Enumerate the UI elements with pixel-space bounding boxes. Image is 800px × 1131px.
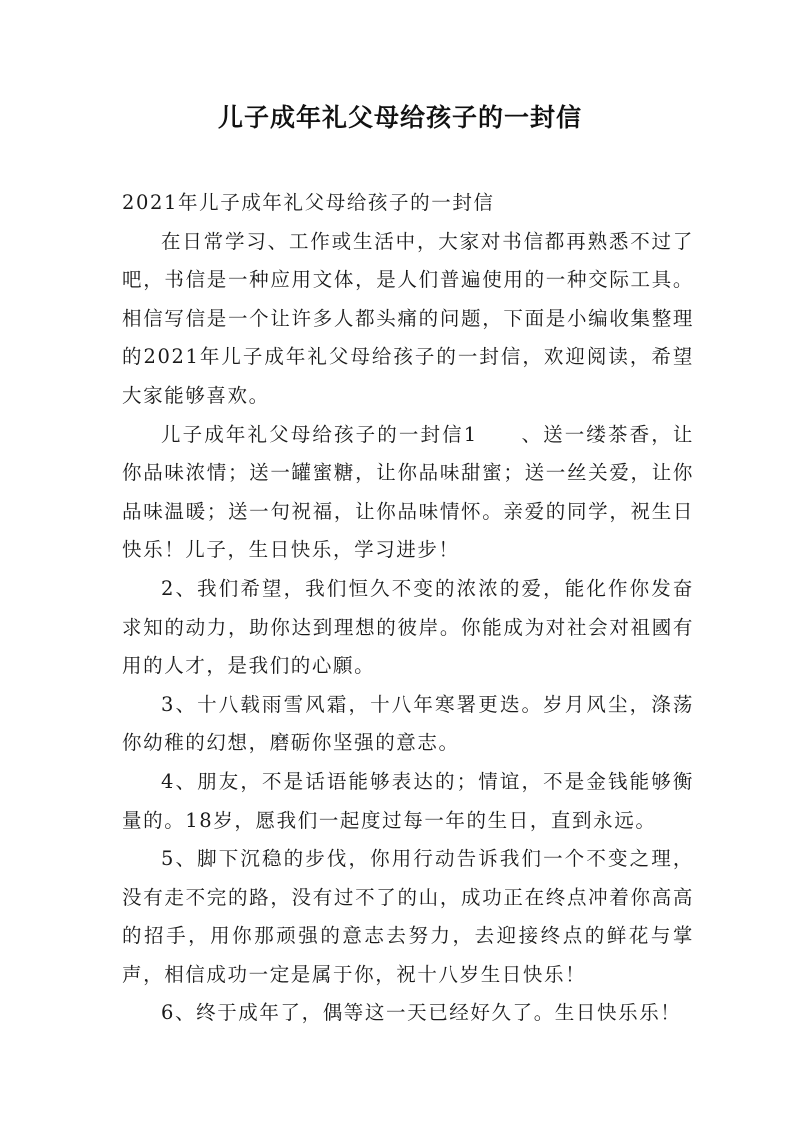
paragraph-intro: 在日常学习、工作或生活中，大家对书信都再熟悉不过了吧，书信是一种应用文体，是人们普遍使用的一种交际工具。相信写信是一个让许多人都头痛的问题，下面是小编收集整理的2021年儿子成年礼父母给孩子的一封信，欢迎阅读，希望大家能够喜欢。 — [122, 229, 694, 407]
paragraph-item-2: 2、我们希望，我们恒久不变的浓浓的爱，能化作你发奋求知的动力，助你达到理想的彼岸。你能成为对社会对祖國有用的人才，是我们的心願。 — [122, 576, 694, 678]
paragraph-item-3: 3、十八载雨雪风霜，十八年寒署更迭。岁月风尘，涤荡你幼稚的幻想，磨砺你坚强的意志。 — [122, 692, 694, 755]
paragraph-item-5: 5、脚下沉稳的步伐，你用行动告诉我们一个不变之理，没有走不完的路，没有过不了的山，成功正在终点冲着你高高的招手，用你那顽强的意志去努力，去迎接终点的鲜花与掌声，相信成功一定是属于你，祝十八岁生日快乐！ — [122, 847, 694, 986]
document-body — [122, 184, 694, 1033]
paragraph-item-4: 4、朋友，不是话语能够表达的；情谊，不是金钱能够衡量的。18岁，愿我们一起度过每一年的生日，直到永远。 — [122, 769, 694, 832]
document-subtitle: 2021年儿子成年礼父母给孩子的一封信 — [122, 191, 495, 214]
document-title: 儿子成年礼父母给孩子的一封信 — [217, 103, 582, 132]
paragraph-item-6: 6、终于成年了，偶等这一天已经好久了。生日快乐乐！ — [161, 1001, 682, 1025]
paragraph-letter-1: 儿子成年礼父母给孩子的一封信1 、送一缕茶香，让你品味浓情；送一罐蜜糖，让你品味甜蜜；送一丝关爱，让你品味温暖；送一句祝福，让你品味情怀。亲爱的同学，祝生日快乐！儿子，生日快乐，学习进步！ — [122, 422, 694, 562]
